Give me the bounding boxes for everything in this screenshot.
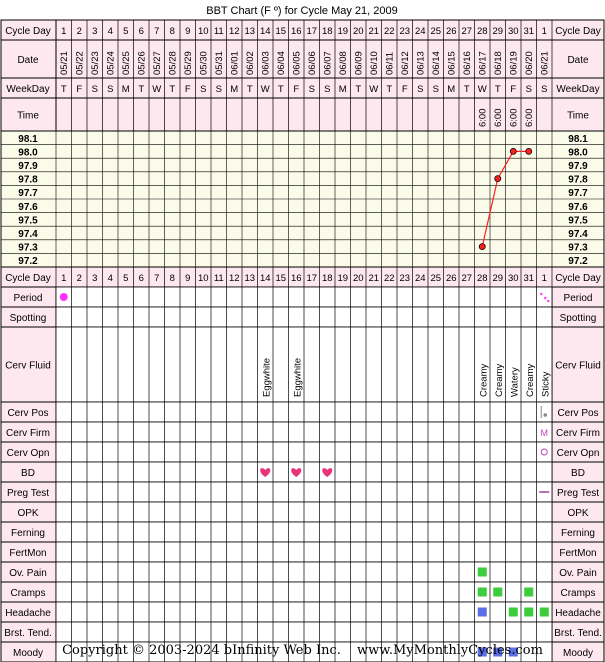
cycle-day-row-label-left: Cycle Day [5, 26, 51, 37]
date-label: 06/08 [337, 51, 349, 75]
cycle-day-label: 12 [228, 273, 240, 284]
bbt-point [479, 244, 485, 250]
cycle-day-label: 28 [476, 26, 488, 37]
cycle-day-label: 4 [107, 273, 113, 284]
date-label: 06/12 [399, 51, 411, 75]
temp-label-right: 97.2 [568, 256, 588, 268]
cycle-day-label: 23 [399, 273, 411, 284]
cycle-day-label: 2 [76, 26, 82, 37]
cycle-day-label: 20 [352, 273, 364, 284]
weekday-label: T [246, 84, 253, 95]
temp-label-right: 97.4 [568, 229, 588, 240]
bbt-point [526, 148, 532, 154]
cerv-fluid-label: Eggwhite [261, 357, 273, 397]
date-label: 05/22 [74, 51, 86, 75]
cycle-day-label: 1 [61, 26, 67, 37]
cramps-marker [493, 588, 502, 597]
weekday-label: S [324, 84, 331, 95]
weekday-label: M [338, 84, 347, 95]
cycle-day-label: 30 [507, 273, 519, 284]
weekday-label: W [369, 84, 379, 95]
row-label: Cerv Firm [556, 428, 600, 439]
cycle-day-label: 16 [290, 273, 302, 284]
date-label: 06/18 [492, 51, 504, 75]
weekday-label: M [121, 84, 130, 95]
date-label: 06/14 [430, 51, 442, 75]
weekday-label: S [432, 84, 439, 95]
temp-label-right: 97.7 [568, 188, 588, 200]
date-label: 05/29 [182, 51, 194, 75]
headache-marker [540, 608, 549, 617]
cycle-day-label: 21 [368, 273, 380, 284]
temp-label-left: 97.8 [18, 174, 38, 186]
bbt-point [510, 148, 516, 154]
row-label: Spotting [9, 313, 47, 324]
temp-label-left: 97.5 [18, 215, 38, 227]
temp-label-right: 97.8 [568, 174, 588, 186]
cycle-day-label: 25 [430, 26, 442, 37]
date-label: 06/02 [244, 51, 256, 75]
date-label: 06/01 [229, 51, 241, 75]
weekday-label: F [76, 84, 83, 95]
cycle-day-label: 14 [259, 26, 271, 37]
cerv-fluid-label: Eggwhite [292, 357, 304, 397]
date-label: 05/31 [213, 51, 225, 75]
row-label: OPK [567, 508, 589, 519]
cycle-day-label: 3 [92, 26, 98, 37]
cycle-day-label: 1 [541, 273, 547, 284]
weekday-label: T [60, 84, 67, 95]
weekday-label: T [386, 84, 393, 95]
weekday-label: M [230, 84, 239, 95]
row-label: OPK [17, 508, 39, 519]
date-label: 05/24 [105, 51, 117, 75]
row-label: Cramps [10, 588, 46, 599]
headache-marker [478, 608, 487, 617]
weekday-label: W [152, 84, 162, 95]
weekday-label: F [293, 84, 300, 95]
cycle-day-row-2-label-right: Cycle Day [555, 273, 601, 284]
cycle-day-label: 6 [138, 26, 144, 37]
date-label: 06/19 [508, 51, 520, 75]
cycle-day-label: 5 [123, 273, 129, 284]
date-label: 06/11 [384, 51, 396, 75]
weekday-label: M [447, 84, 456, 95]
cycle-day-label: 7 [154, 273, 160, 284]
cycle-day-label: 30 [507, 26, 519, 37]
date-label: 05/21 [58, 51, 70, 75]
date-label: 05/28 [167, 51, 179, 75]
date-label: 05/30 [198, 51, 210, 75]
temp-label-right: 97.3 [568, 242, 588, 254]
row-label: Brst. Tend. [4, 628, 52, 639]
row-label: Cerv Fluid [5, 360, 51, 372]
row-label: Cerv Pos [557, 408, 599, 419]
cycle-day-label: 29 [492, 26, 504, 37]
cycle-day-label: 20 [352, 26, 364, 37]
period-spots-icon [540, 293, 542, 295]
date-label: 06/13 [415, 51, 427, 75]
cycle-day-label: 23 [399, 26, 411, 37]
temp-label-left: 97.6 [18, 201, 38, 213]
cycle-day-label: 2 [76, 273, 82, 284]
cycle-day-label: 26 [445, 273, 457, 284]
date-label: 06/05 [291, 51, 303, 75]
cycle-day-label: 14 [259, 273, 271, 284]
cycle-day-label: 11 [213, 26, 224, 37]
cycle-day-label: 11 [213, 273, 224, 284]
weekday-label: F [184, 84, 191, 95]
weekday-label: T [277, 84, 284, 95]
time-label: 6:00 [477, 108, 489, 127]
date-label: 06/15 [446, 51, 458, 75]
row-label: Brst. Tend. [554, 628, 602, 639]
row-label: Period [563, 293, 593, 304]
temp-label-left: 97.4 [18, 229, 38, 240]
headache-marker [524, 608, 533, 617]
cycle-day-label: 17 [306, 273, 318, 284]
row-label: Period [13, 293, 43, 304]
cycle-day-label: 16 [290, 26, 302, 37]
cycle-day-label: 13 [244, 26, 256, 37]
row-label: Ov. Pain [559, 568, 597, 579]
weekday-label: T [138, 84, 145, 95]
chart-title: BBT Chart (F º) for Cycle May 21, 2009 [206, 5, 398, 17]
cycle-day-label: 22 [383, 26, 395, 37]
row-label: Preg Test [556, 488, 600, 499]
weekday-label: S [417, 84, 424, 95]
temp-label-left: 98.0 [18, 147, 38, 159]
time-row-label-right: Time [567, 110, 589, 122]
weekday-label: T [463, 84, 470, 95]
cycle-day-label: 27 [461, 273, 473, 284]
period-spots-icon [544, 297, 546, 299]
row-label: Moody [562, 648, 594, 659]
row-label: FertMon [559, 548, 597, 559]
cycle-day-label: 15 [275, 273, 287, 284]
time-label: 6:00 [492, 108, 504, 127]
temp-label-left: 97.9 [18, 161, 38, 172]
temp-label-right: 98.1 [568, 133, 588, 145]
date-label: 06/09 [353, 51, 365, 75]
date-label: 06/03 [260, 51, 272, 75]
date-label: 05/25 [120, 51, 132, 75]
site-link[interactable]: www.MyMonthlyCycles.com [357, 643, 543, 658]
period-dot [60, 293, 68, 301]
headache-marker [509, 608, 518, 617]
cycle-day-label: 13 [244, 273, 256, 284]
period-spots-icon [547, 300, 549, 302]
row-label: Cramps [560, 588, 596, 599]
temp-label-left: 97.2 [18, 256, 38, 268]
row-label: Headache [555, 608, 601, 619]
weekday-label: S [541, 84, 548, 95]
time-label: 6:00 [508, 108, 520, 127]
weekday-label: F [401, 84, 408, 95]
date-label: 06/04 [275, 51, 287, 75]
cycle-day-label: 1 [61, 273, 67, 284]
cycle-day-label: 24 [414, 26, 426, 37]
time-row-label-left: Time [17, 110, 39, 122]
cycle-day-label: 17 [306, 26, 318, 37]
temp-label-right: 97.5 [568, 215, 588, 227]
cycle-day-label: 3 [92, 273, 98, 284]
date-label: 06/10 [368, 51, 380, 75]
cycle-day-label: 10 [197, 26, 209, 37]
cycle-day-label: 22 [383, 273, 395, 284]
copyright-footer [0, 640, 605, 662]
row-label: BD [21, 468, 35, 479]
cycle-day-label: 29 [492, 273, 504, 284]
cerv-fluid-label: Creamy [493, 363, 505, 397]
row-label: FertMon [9, 548, 47, 559]
weekday-row-label-left: WeekDay [6, 84, 50, 95]
cycle-day-label: 18 [321, 273, 333, 284]
cycle-day-label: 10 [197, 273, 209, 284]
cerv-fluid-label: Watery [509, 367, 521, 397]
row-label: Cerv Firm [6, 428, 50, 439]
time-label: 6:00 [523, 108, 535, 127]
temp-label-right: 97.6 [568, 201, 588, 213]
weekday-label: S [91, 84, 98, 95]
weekday-label: F [510, 84, 517, 95]
cycle-day-label: 5 [123, 26, 129, 37]
cerv-firm-icon: M [540, 428, 548, 438]
row-label: Headache [5, 608, 51, 619]
row-label: Spotting [559, 313, 597, 324]
cycle-day-label: 8 [169, 273, 175, 284]
row-label: Cerv Opn [556, 448, 600, 459]
weekday-label: S [107, 84, 114, 95]
cerv-fluid-label: Creamy [478, 363, 490, 397]
date-label: 06/21 [539, 51, 551, 75]
cycle-day-label: 31 [523, 273, 535, 284]
weekday-label: T [355, 84, 362, 95]
date-row-label-left: Date [17, 55, 39, 66]
cramps-marker [478, 588, 487, 597]
weekday-label: S [308, 84, 315, 95]
row-label: Ferning [561, 528, 595, 539]
temp-label-left: 97.3 [18, 242, 38, 254]
date-label: 06/16 [461, 51, 473, 75]
date-label: 06/07 [322, 51, 334, 75]
row-label: Cerv Pos [7, 408, 49, 419]
weekday-label: S [525, 84, 532, 95]
row-label: Cerv Fluid [555, 360, 601, 372]
cycle-day-label: 15 [275, 26, 287, 37]
cerv-fluid-label: Creamy [524, 363, 536, 397]
weekday-row-label-right: WeekDay [556, 84, 600, 95]
cycle-day-label: 4 [107, 26, 113, 37]
row-label: BD [571, 468, 585, 479]
temp-label-left: 98.1 [18, 133, 38, 145]
cycle-day-label: 8 [169, 26, 175, 37]
cerv-fluid-label: Sticky [540, 371, 552, 397]
temp-label-right: 98.0 [568, 147, 588, 159]
weekday-label: W [260, 84, 270, 95]
ov-pain-marker [478, 568, 487, 577]
cycle-day-label: 25 [430, 273, 442, 284]
date-label: 05/26 [136, 51, 148, 75]
cycle-day-label: 18 [321, 26, 333, 37]
cycle-day-label: 6 [138, 273, 144, 284]
cycle-day-label: 31 [523, 26, 535, 37]
row-label: Cerv Opn [6, 448, 50, 459]
weekday-label: T [169, 84, 176, 95]
cycle-day-label: 9 [185, 26, 191, 37]
cycle-day-label: 12 [228, 26, 240, 37]
cycle-day-label: 24 [414, 273, 426, 284]
cycle-day-label: 27 [461, 26, 473, 37]
temp-label-right: 97.9 [568, 161, 588, 172]
cycle-day-row-label-right: Cycle Day [555, 26, 601, 37]
cycle-day-label: 9 [185, 273, 191, 284]
weekday-label: S [215, 84, 222, 95]
weekday-label: W [477, 84, 487, 95]
cramps-marker [524, 588, 533, 597]
cycle-day-label: 7 [154, 26, 160, 37]
cycle-day-label: 19 [337, 273, 349, 284]
date-label: 05/27 [151, 51, 163, 75]
row-label: Ov. Pain [9, 568, 47, 579]
temp-label-left: 97.7 [18, 188, 38, 200]
date-label: 06/06 [306, 51, 318, 75]
date-row-label-right: Date [567, 55, 589, 66]
cycle-day-row-2-label-left: Cycle Day [5, 273, 51, 284]
copyright-text: Copyright © 2003-2024 bInfinity Web Inc. [62, 643, 341, 658]
weekday-label: T [494, 84, 501, 95]
cycle-day-label: 21 [368, 26, 380, 37]
row-label: Ferning [11, 528, 45, 539]
cycle-day-label: 26 [445, 26, 457, 37]
bbt-point [495, 176, 501, 182]
weekday-label: S [200, 84, 207, 95]
date-label: 06/17 [477, 51, 489, 75]
cycle-day-label: 19 [337, 26, 349, 37]
row-label: Preg Test [6, 488, 50, 499]
date-label: 06/20 [523, 51, 535, 75]
row-label: Moody [12, 648, 44, 659]
cerv-pos-dot-icon [543, 413, 547, 417]
cycle-day-label: 28 [476, 273, 488, 284]
cycle-day-label: 1 [541, 26, 547, 37]
date-label: 05/23 [89, 51, 101, 75]
